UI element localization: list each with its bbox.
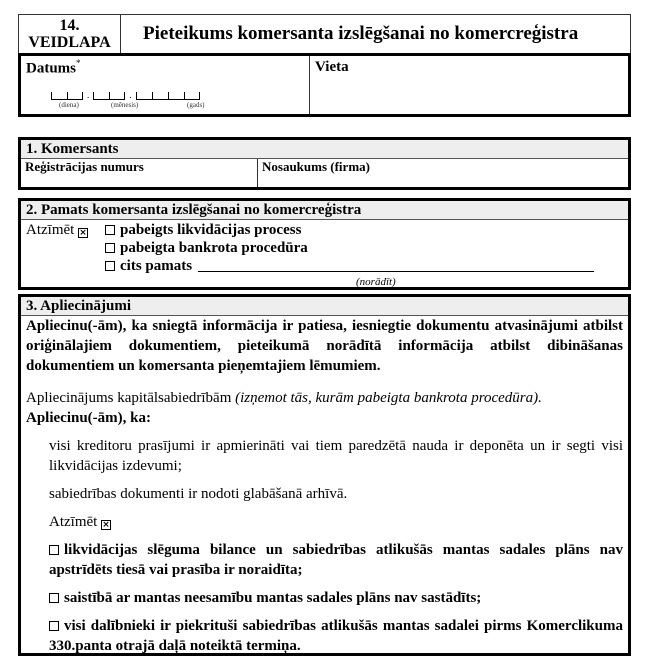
capital-companies-statement bbox=[21, 388, 628, 428]
option-members-agreed[interactable] bbox=[21, 616, 628, 656]
form-label: VEIDLAPA bbox=[28, 34, 111, 51]
capital-intro: Apliecinājums kapitālsabiedrībām bbox=[26, 390, 232, 406]
checkbox[interactable] bbox=[49, 621, 59, 631]
date-input-boxes[interactable]: . . bbox=[51, 90, 200, 100]
checkbox[interactable] bbox=[105, 225, 115, 235]
option-label: cits pamats bbox=[120, 258, 193, 274]
section3-title: 3. Apliecinājumi bbox=[21, 297, 628, 316]
confirm-label: Apliecinu(-ām), ka: bbox=[26, 410, 151, 426]
specify-caption: (norādīt) bbox=[356, 276, 396, 288]
date-label: Datums bbox=[26, 60, 77, 77]
section2-title: 2. Pamats komersanta izslēgšanai no komercreģistra bbox=[21, 201, 628, 220]
company-name-field[interactable] bbox=[258, 159, 374, 187]
form-number-value: 14. bbox=[59, 17, 80, 34]
capital-paren: (izņemot tās, kurām pabeigta bankrota procedūra). bbox=[235, 390, 542, 406]
mark-label: Atzīmēt bbox=[26, 222, 75, 238]
option-label: likvidācijas slēguma bilance un sabiedrības atlikušās mantas sadales plāns nav apstrīdēts tiesā vai prasība ir noraidīta; bbox=[49, 542, 623, 578]
mark-label: Atzīmēt bbox=[49, 514, 98, 530]
section-basis bbox=[18, 198, 631, 290]
form-title: Pieteikums komersanta izslēgšanai no komercreģistra bbox=[143, 23, 579, 44]
month-caption: (mēnesis) bbox=[111, 101, 139, 109]
checkbox[interactable] bbox=[49, 545, 59, 555]
statement: Apliecinu(-ām), ka sniegtā informācija ir patiesa, iesniegtie dokumentu atvasinājumi atbilst oriģinālajiem dokumentiem, pieteikumā norādītā informācija atbilst dibināšanas dokumentiem un komersanta pieņemtajiem lēmumiem. bbox=[26, 318, 623, 374]
checkbox[interactable] bbox=[105, 243, 115, 253]
checkbox[interactable] bbox=[105, 261, 115, 271]
year-caption: (gads) bbox=[187, 101, 205, 109]
checked-box-icon: × bbox=[79, 228, 87, 238]
option-label: pabeigts likvidācijas process bbox=[120, 222, 302, 238]
day-caption: (diena) bbox=[59, 101, 79, 109]
form-header bbox=[18, 14, 631, 54]
item-archive: sabiedrības dokumenti ir nodoti glabāšanā arhīvā. bbox=[49, 486, 348, 502]
form-number bbox=[19, 15, 121, 53]
date-field[interactable] bbox=[21, 56, 310, 114]
option-label: visi dalībnieki ir piekrituši sabiedrības atlikušās mantas sadalei pirms Komerclikuma 330.panta otrajā daļā noteiktā termiņa. bbox=[49, 618, 623, 654]
option-label: saistībā ar mantas neesamību mantas sadales plāns nav sastādīts; bbox=[64, 590, 482, 606]
registration-number-label: Reģistrācijas numurs bbox=[25, 159, 144, 174]
option-label: pabeigta bankrota procedūra bbox=[120, 240, 308, 256]
section-merchant bbox=[18, 137, 631, 190]
place-label: Vieta bbox=[315, 59, 349, 75]
date-place-section bbox=[18, 53, 631, 117]
option-liquidation[interactable] bbox=[105, 221, 301, 239]
checkbox[interactable] bbox=[49, 593, 59, 603]
place-field[interactable] bbox=[310, 56, 354, 114]
option-balance[interactable] bbox=[21, 540, 628, 580]
option-no-assets[interactable] bbox=[21, 588, 628, 608]
item-creditors: visi kreditoru prasījumi ir apmierināti vai tiem paredzētā nauda ir deponēta un ir segti visi likvidācijas izdevumi; bbox=[49, 438, 623, 474]
option-bankruptcy[interactable] bbox=[105, 239, 308, 257]
company-name-label: Nosaukums (firma) bbox=[262, 159, 370, 174]
other-basis-input[interactable] bbox=[198, 271, 594, 272]
option-other[interactable] bbox=[105, 257, 192, 275]
checked-box-icon: × bbox=[102, 520, 110, 530]
registration-number-field[interactable] bbox=[21, 159, 258, 187]
section-confirmations bbox=[18, 294, 631, 656]
required-asterisk: * bbox=[76, 58, 81, 68]
section1-title: 1. Komersants bbox=[21, 140, 628, 159]
